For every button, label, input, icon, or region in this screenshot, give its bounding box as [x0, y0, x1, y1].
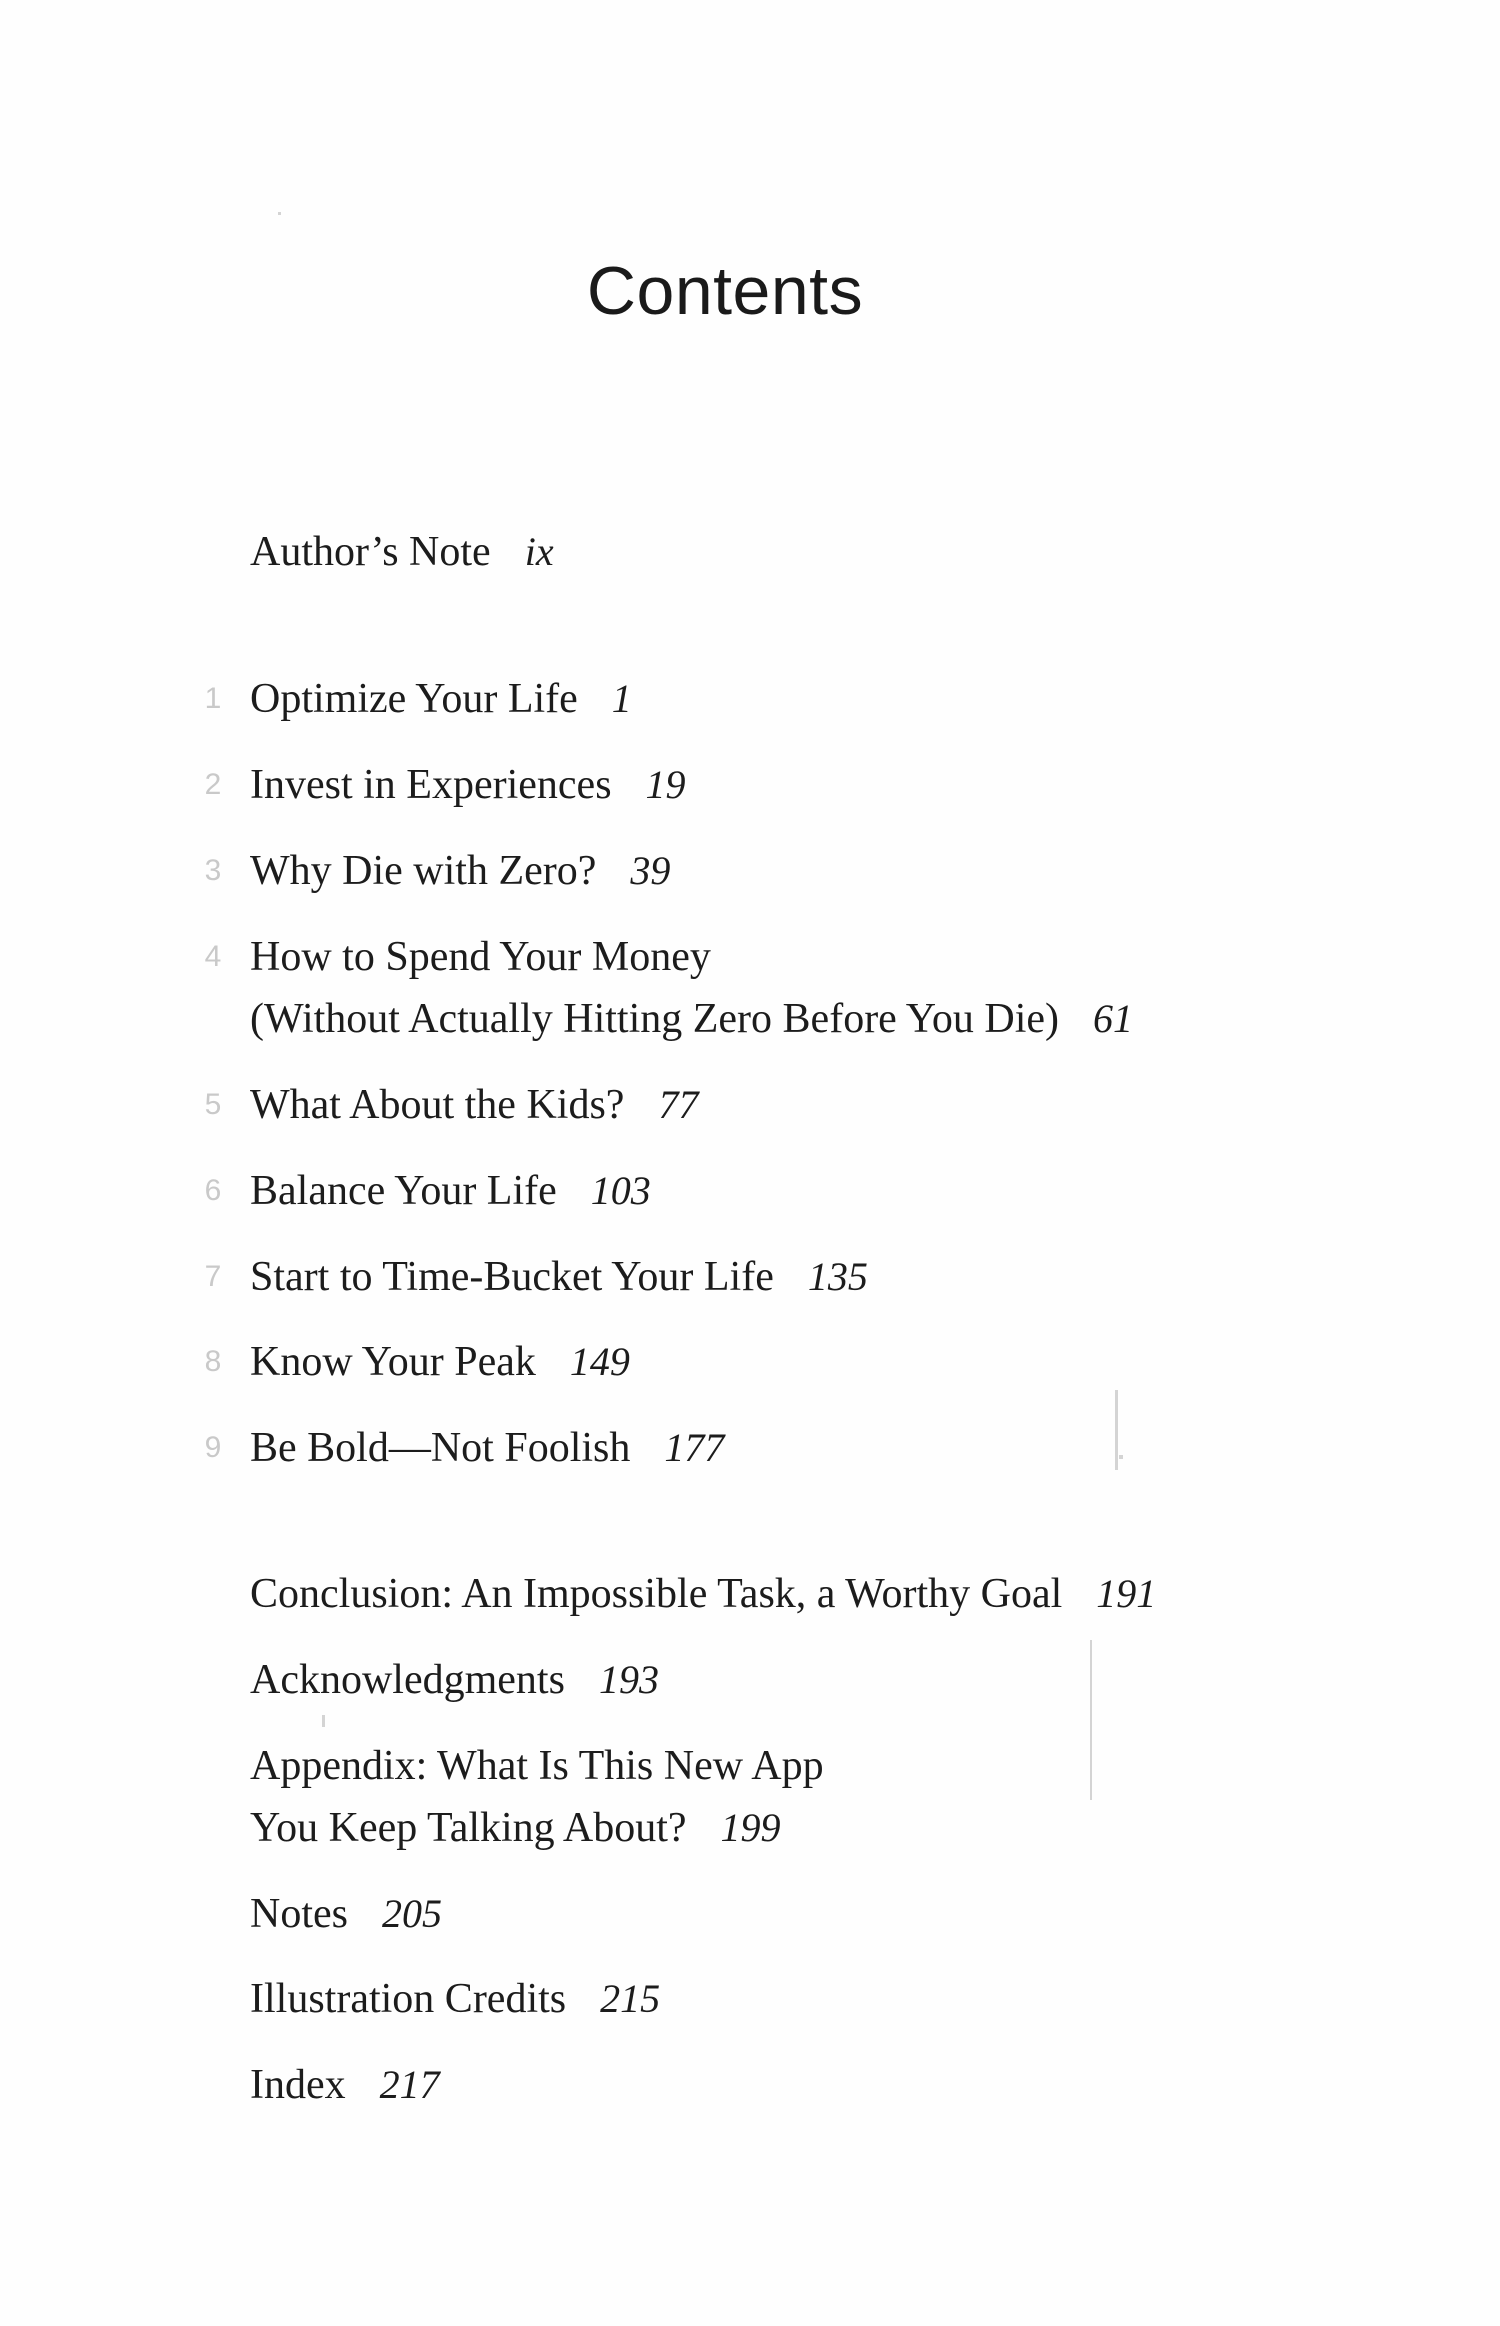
entry-page: 217 — [379, 2062, 440, 2107]
entry-page: 193 — [598, 1657, 659, 1702]
toc-entry-chapter-3 — [204, 840, 671, 902]
entry-title: Start to Time-Bucket Your Life — [250, 1254, 774, 1300]
entry-title: Optimize Your Life — [250, 676, 578, 722]
toc-entry-illustration-credits — [250, 1968, 660, 2030]
entry-title: What About the Kids? — [250, 1082, 625, 1128]
scan-mark — [322, 1715, 325, 1727]
entry-page: 135 — [807, 1254, 868, 1299]
toc-entry-notes — [250, 1883, 442, 1945]
entry-title: Know Your Peak — [250, 1339, 536, 1385]
entry-title-line-2: You Keep Talking About? — [250, 1805, 687, 1851]
entry-title: Illustration Credits — [250, 1976, 567, 2022]
entry-page: 77 — [658, 1082, 699, 1127]
scan-mark — [278, 212, 281, 215]
toc-entry-appendix — [250, 1735, 824, 1859]
toc-entry-index — [250, 2054, 440, 2116]
entry-title: Invest in Experiences — [250, 762, 612, 808]
entry-page: 191 — [1096, 1571, 1157, 1616]
chapter-number: 3 — [204, 854, 222, 887]
entry-page: 39 — [630, 848, 671, 893]
scan-mark — [1119, 1455, 1123, 1459]
chapter-number: 5 — [204, 1088, 222, 1121]
entry-title: Conclusion: An Impossible Task, a Worthy Goal — [250, 1571, 1063, 1617]
entry-page: 199 — [720, 1805, 781, 1850]
entry-title-line-1: Appendix: What Is This New App — [250, 1743, 824, 1789]
chapter-number: 1 — [204, 682, 222, 715]
entry-title-line-1: How to Spend Your Money — [250, 934, 711, 980]
entry-page: 149 — [569, 1339, 630, 1384]
entry-page: 205 — [382, 1891, 442, 1936]
entry-page: 103 — [590, 1168, 651, 1213]
page-title: Contents — [586, 253, 864, 329]
entry-page: 177 — [664, 1425, 725, 1470]
toc-entry-chapter-1 — [204, 668, 632, 730]
entry-title: Index — [250, 2062, 346, 2108]
entry-title: Be Bold—Not Foolish — [250, 1425, 631, 1471]
toc-entry-conclusion — [250, 1563, 1156, 1625]
entry-title-line-2: (Without Actually Hitting Zero Before You Die) — [250, 996, 1060, 1042]
entry-title: Notes — [250, 1891, 348, 1937]
entry-title: Acknowledgments — [250, 1657, 565, 1703]
chapter-number: 4 — [204, 940, 222, 973]
entry-page: 19 — [645, 762, 686, 807]
entry-title: Why Die with Zero? — [250, 848, 597, 894]
chapter-number: 7 — [204, 1260, 222, 1293]
toc-entry-chapter-7 — [204, 1246, 868, 1308]
chapter-number: 9 — [204, 1431, 222, 1464]
toc-entry-authors-note — [250, 521, 554, 583]
toc-entry-chapter-4 — [204, 926, 1134, 1050]
entry-page: ix — [524, 529, 554, 574]
scan-mark — [1090, 1640, 1092, 1800]
entry-title: Balance Your Life — [250, 1168, 557, 1214]
chapter-number: 6 — [204, 1174, 222, 1207]
toc-entry-chapter-6 — [204, 1160, 651, 1222]
scan-mark — [1115, 1390, 1118, 1470]
toc-entry-chapter-8 — [204, 1331, 630, 1393]
toc-entry-acknowledgments — [250, 1649, 659, 1711]
chapter-number: 8 — [204, 1345, 222, 1378]
toc-entry-chapter-2 — [204, 754, 686, 816]
toc-entry-chapter-9 — [204, 1417, 725, 1479]
entry-title: Author’s Note — [250, 529, 491, 575]
toc-entry-chapter-5 — [204, 1074, 699, 1136]
entry-page: 1 — [611, 676, 632, 721]
chapter-number: 2 — [204, 768, 222, 801]
entry-page: 215 — [600, 1976, 661, 2021]
entry-page: 61 — [1093, 996, 1134, 1041]
